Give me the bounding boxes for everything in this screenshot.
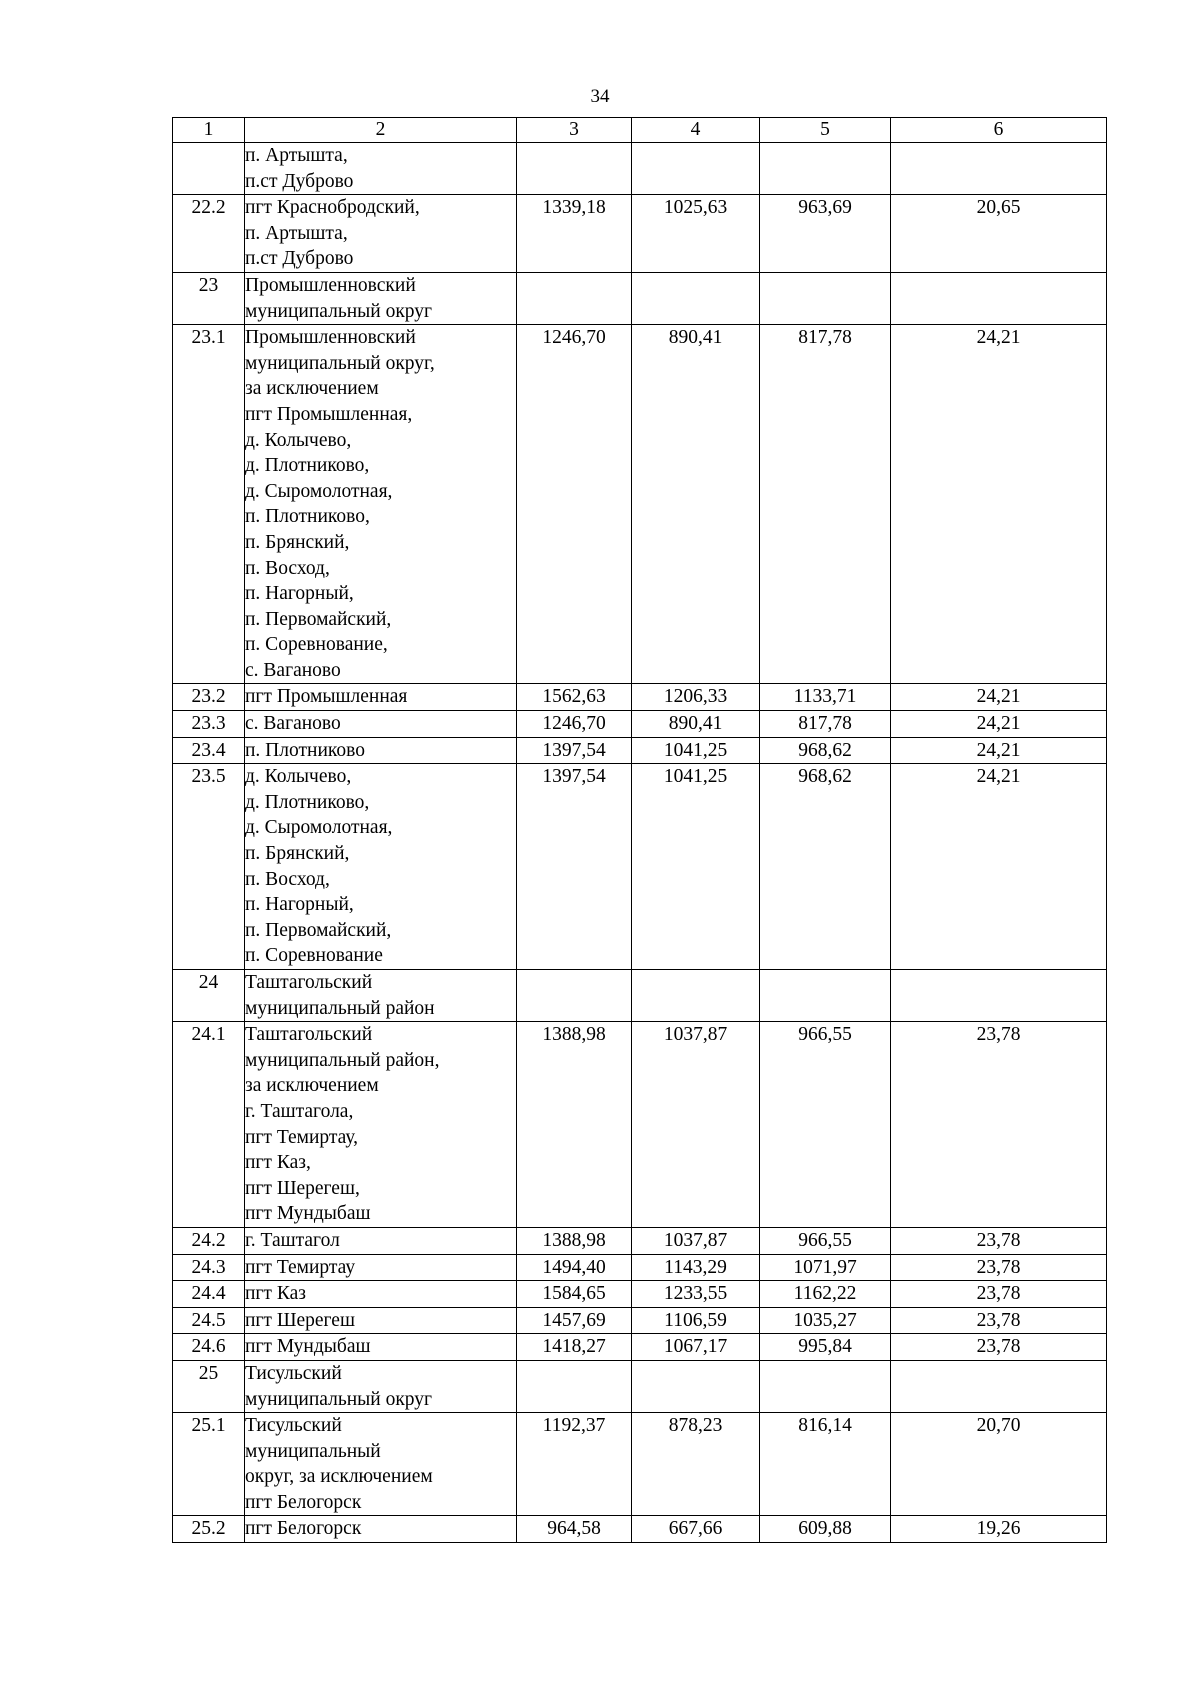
value-cell-col4: 1025,63 — [632, 195, 760, 273]
locality-line: муниципальный район — [245, 997, 435, 1019]
value-cell-col6: 23,78 — [891, 1307, 1107, 1334]
value-cell-col3: 1388,98 — [517, 1022, 632, 1228]
table-row — [173, 1227, 1107, 1254]
locality-cell — [245, 1227, 517, 1254]
value-cell-col4 — [632, 143, 760, 195]
page-number: 34 — [590, 86, 610, 107]
locality-line: за исключением — [245, 1075, 379, 1097]
value-cell-col4: 1206,33 — [632, 684, 760, 711]
row-number-cell: 24.4 — [173, 1281, 245, 1308]
table-row — [173, 272, 1107, 324]
table-row — [173, 1360, 1107, 1412]
table-row — [173, 684, 1107, 711]
value-cell-col6: 20,70 — [891, 1413, 1107, 1516]
value-cell-col5: 609,88 — [760, 1516, 891, 1543]
locality-cell — [245, 1334, 517, 1361]
locality-line: д. Сыромолотная, — [245, 480, 393, 502]
table-row — [173, 737, 1107, 764]
header-cell-2: 2 — [245, 118, 517, 143]
locality-line: п. Артышта, — [245, 145, 348, 166]
locality-cell — [245, 325, 517, 684]
locality-line: пгт Промышленная — [245, 686, 408, 708]
value-cell-col6: 23,78 — [891, 1227, 1107, 1254]
locality-line: п. Брянский, — [245, 531, 350, 553]
locality-line: Таштагольский — [245, 1024, 373, 1046]
value-cell-col4: 1143,29 — [632, 1254, 760, 1281]
header-cell-5: 5 — [760, 118, 891, 143]
row-number-cell: 23.4 — [173, 737, 245, 764]
locality-line: п. Нагорный, — [245, 583, 354, 605]
value-cell-col4 — [632, 1360, 760, 1412]
value-cell-col5: 968,62 — [760, 737, 891, 764]
table-row — [173, 711, 1107, 738]
value-cell-col5: 995,84 — [760, 1334, 891, 1361]
table-row — [173, 1281, 1107, 1308]
value-cell-col5: 1071,97 — [760, 1254, 891, 1281]
locality-cell — [245, 737, 517, 764]
table-row — [173, 1413, 1107, 1516]
locality-line: пгт Промышленная, — [245, 403, 413, 425]
value-cell-col4: 878,23 — [632, 1413, 760, 1516]
value-cell-col6: 20,65 — [891, 195, 1107, 273]
value-cell-col3: 1418,27 — [517, 1334, 632, 1361]
table-row — [173, 970, 1107, 1022]
value-cell-col3 — [517, 143, 632, 195]
value-cell-col3: 1388,98 — [517, 1227, 632, 1254]
value-cell-col5: 816,14 — [760, 1413, 891, 1516]
value-cell-col4: 1037,87 — [632, 1022, 760, 1228]
locality-line: п. Соревнование — [245, 945, 383, 967]
locality-cell — [245, 143, 517, 195]
locality-line: Промышленновский — [245, 274, 416, 296]
value-cell-col6 — [891, 1360, 1107, 1412]
locality-cell — [245, 195, 517, 273]
value-cell-col3 — [517, 970, 632, 1022]
value-cell-col4: 667,66 — [632, 1516, 760, 1543]
header-cell-1: 1 — [173, 118, 245, 143]
value-cell-col4: 1037,87 — [632, 1227, 760, 1254]
value-cell-col3: 1397,54 — [517, 764, 632, 970]
value-cell-col5 — [760, 143, 891, 195]
value-cell-col4 — [632, 272, 760, 324]
value-cell-col5: 966,55 — [760, 1227, 891, 1254]
locality-line: п. Плотниково, — [245, 506, 370, 528]
value-cell-col4: 1041,25 — [632, 764, 760, 970]
locality-line: п. Восход, — [245, 557, 330, 579]
header-cell-3: 3 — [517, 118, 632, 143]
table-row — [173, 1516, 1107, 1543]
value-cell-col5: 817,78 — [760, 711, 891, 738]
value-cell-col3: 1457,69 — [517, 1307, 632, 1334]
locality-cell — [245, 1516, 517, 1543]
locality-line: Тисульский — [245, 1362, 342, 1384]
table-row — [173, 1022, 1107, 1228]
locality-line: пгт Краснобродский, — [245, 197, 420, 219]
value-cell-col5: 966,55 — [760, 1022, 891, 1228]
table-row — [173, 1307, 1107, 1334]
value-cell-col4: 1233,55 — [632, 1281, 760, 1308]
locality-line: п. Брянский, — [245, 843, 350, 865]
table-header-row — [173, 118, 1107, 143]
value-cell-col6: 24,21 — [891, 684, 1107, 711]
locality-line: г. Таштагол — [245, 1229, 340, 1251]
locality-cell — [245, 1413, 517, 1516]
locality-line: д. Плотниково, — [245, 791, 370, 813]
locality-line: п. Восход, — [245, 868, 330, 890]
locality-line: пгт Темиртау, — [245, 1126, 359, 1148]
locality-line: Таштагольский — [245, 972, 373, 993]
header-cell-4: 4 — [632, 118, 760, 143]
locality-line: пгт Каз, — [245, 1152, 311, 1174]
value-cell-col6: 24,21 — [891, 325, 1107, 684]
locality-cell — [245, 970, 517, 1022]
tariff-table — [172, 117, 1107, 1543]
value-cell-col5: 1035,27 — [760, 1307, 891, 1334]
value-cell-col3: 1494,40 — [517, 1254, 632, 1281]
row-number-cell: 22.2 — [173, 195, 245, 273]
value-cell-col3: 1562,63 — [517, 684, 632, 711]
value-cell-col6 — [891, 970, 1107, 1022]
table-row — [173, 325, 1107, 684]
locality-line: пгт Белогорск — [245, 1518, 362, 1540]
locality-line: пгт Шерегеш, — [245, 1177, 360, 1199]
value-cell-col6: 24,21 — [891, 711, 1107, 738]
locality-line: муниципальный округ — [245, 1388, 433, 1410]
row-number-cell — [173, 143, 245, 195]
locality-line: г. Таштагола, — [245, 1100, 354, 1122]
locality-cell — [245, 1022, 517, 1228]
locality-line: п. Плотниково — [245, 739, 365, 761]
value-cell-col6 — [891, 272, 1107, 324]
locality-line: муниципальный — [245, 1440, 381, 1462]
row-number-cell: 24.5 — [173, 1307, 245, 1334]
value-cell-col4: 1067,17 — [632, 1334, 760, 1361]
value-cell-col3: 1397,54 — [517, 737, 632, 764]
row-number-cell: 23.1 — [173, 325, 245, 684]
locality-cell — [245, 1281, 517, 1308]
locality-cell — [245, 764, 517, 970]
value-cell-col5: 817,78 — [760, 325, 891, 684]
value-cell-col3: 1192,37 — [517, 1413, 632, 1516]
locality-line: п.ст Дуброво — [245, 248, 354, 270]
value-cell-col4 — [632, 970, 760, 1022]
locality-line: п. Первомайский, — [245, 608, 392, 630]
row-number-cell: 24 — [173, 970, 245, 1022]
value-cell-col5: 1133,71 — [760, 684, 891, 711]
locality-line: муниципальный район, — [245, 1049, 440, 1071]
locality-line: муниципальный округ, — [245, 352, 435, 374]
locality-cell — [245, 1254, 517, 1281]
locality-cell — [245, 711, 517, 738]
row-number-cell: 25 — [173, 1360, 245, 1412]
locality-line: за исключением — [245, 378, 379, 400]
row-number-cell: 23.3 — [173, 711, 245, 738]
locality-line: д. Плотниково, — [245, 455, 370, 477]
value-cell-col4: 1106,59 — [632, 1307, 760, 1334]
value-cell-col5: 1162,22 — [760, 1281, 891, 1308]
locality-line: муниципальный округ — [245, 300, 433, 322]
locality-line: д. Колычево, — [245, 766, 352, 788]
locality-cell — [245, 684, 517, 711]
value-cell-col6: 23,78 — [891, 1281, 1107, 1308]
table-row — [173, 195, 1107, 273]
value-cell-col4: 890,41 — [632, 325, 760, 684]
row-number-cell: 24.1 — [173, 1022, 245, 1228]
locality-line: Промышленновский — [245, 327, 416, 349]
value-cell-col5: 963,69 — [760, 195, 891, 273]
locality-line: с. Ваганово — [245, 713, 341, 735]
value-cell-col6: 23,78 — [891, 1022, 1107, 1228]
locality-line: пгт Шерегеш — [245, 1309, 355, 1331]
value-cell-col3 — [517, 1360, 632, 1412]
row-number-cell: 24.2 — [173, 1227, 245, 1254]
row-number-cell: 25.1 — [173, 1413, 245, 1516]
locality-line: п. Соревнование, — [245, 634, 388, 656]
locality-line: п. Артышта, — [245, 222, 348, 244]
table-row — [173, 143, 1107, 195]
locality-cell — [245, 1307, 517, 1334]
locality-line: округ, за исключением — [245, 1466, 433, 1488]
locality-line: пгт Мундыбаш — [245, 1336, 371, 1358]
locality-line: пгт Мундыбаш — [245, 1203, 371, 1225]
header-cell-6: 6 — [891, 118, 1107, 143]
value-cell-col3: 1584,65 — [517, 1281, 632, 1308]
locality-line: д. Колычево, — [245, 429, 352, 451]
row-number-cell: 25.2 — [173, 1516, 245, 1543]
value-cell-col4: 1041,25 — [632, 737, 760, 764]
value-cell-col5: 968,62 — [760, 764, 891, 970]
locality-line: пгт Темиртау — [245, 1256, 356, 1278]
table-row — [173, 764, 1107, 970]
value-cell-col4: 890,41 — [632, 711, 760, 738]
value-cell-col3 — [517, 272, 632, 324]
value-cell-col6: 19,26 — [891, 1516, 1107, 1543]
table-row — [173, 1254, 1107, 1281]
row-number-cell: 24.6 — [173, 1334, 245, 1361]
value-cell-col3: 964,58 — [517, 1516, 632, 1543]
locality-line: п.ст Дуброво — [245, 170, 354, 192]
row-number-cell: 23 — [173, 272, 245, 324]
locality-line: с. Ваганово — [245, 659, 341, 681]
row-number-cell: 23.5 — [173, 764, 245, 970]
value-cell-col6: 23,78 — [891, 1334, 1107, 1361]
locality-cell — [245, 1360, 517, 1412]
row-number-cell: 24.3 — [173, 1254, 245, 1281]
value-cell-col3: 1246,70 — [517, 711, 632, 738]
row-number-cell: 23.2 — [173, 684, 245, 711]
value-cell-col3: 1339,18 — [517, 195, 632, 273]
locality-line: пгт Белогорск — [245, 1491, 362, 1513]
value-cell-col5 — [760, 970, 891, 1022]
table-row — [173, 1334, 1107, 1361]
locality-line: д. Сыромолотная, — [245, 817, 393, 839]
value-cell-col6: 23,78 — [891, 1254, 1107, 1281]
locality-line: Тисульский — [245, 1415, 342, 1437]
value-cell-col6 — [891, 143, 1107, 195]
value-cell-col6: 24,21 — [891, 737, 1107, 764]
value-cell-col3: 1246,70 — [517, 325, 632, 684]
locality-cell — [245, 272, 517, 324]
locality-line: пгт Каз — [245, 1283, 306, 1305]
value-cell-col5 — [760, 272, 891, 324]
locality-line: п. Нагорный, — [245, 894, 354, 916]
value-cell-col5 — [760, 1360, 891, 1412]
value-cell-col6: 24,21 — [891, 764, 1107, 970]
locality-line: п. Первомайский, — [245, 919, 392, 941]
